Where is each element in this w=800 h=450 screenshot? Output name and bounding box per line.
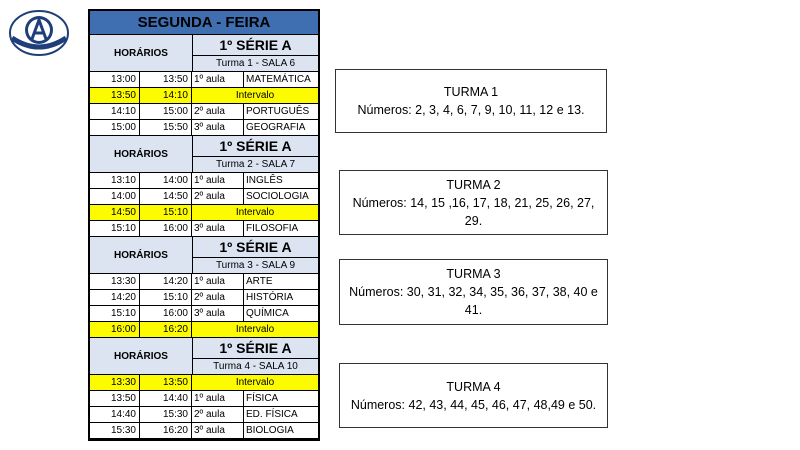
aula-label: 2º aula [192,290,244,305]
sala-label: Turma 3 - SALA 9 [215,260,296,271]
end-time: 13:50 [140,375,192,390]
turma-2-box [339,170,608,235]
turma-4-box [339,363,608,428]
class-block [90,338,318,441]
subject: BIOLOGIA [246,425,294,436]
horarios-label: HORÁRIOS [90,237,193,273]
schedule-table [88,9,320,441]
day-title: SEGUNDA - FEIRA [90,9,318,35]
end-time: 15:30 [140,407,192,422]
start-time: 13:00 [90,72,140,87]
end-time: 14:20 [140,274,192,289]
block-header [90,237,318,274]
end-time: 15:10 [140,290,192,305]
turma-numbers: Números: 42, 43, 44, 45, 46, 47, 48,49 e 50. [350,397,597,412]
table-row [90,173,318,189]
serie-title: 1º SÉRIE A [193,35,318,56]
table-row [90,407,318,423]
end-time: 15:50 [140,120,192,135]
aula-label: 3º aula [192,221,244,236]
end-time: 16:00 [140,306,192,321]
aula-label: 1º aula [192,391,244,406]
table-row [90,391,318,407]
table-row [90,72,318,88]
start-time: 14:10 [90,104,140,119]
serie-title: 1º SÉRIE A [193,136,318,157]
end-time: 16:00 [140,221,192,236]
table-row [90,189,318,205]
interval-label: Intervalo [235,207,275,218]
aula-label: 1º aula [192,72,244,87]
turma-title: TURMA 1 [443,85,499,99]
end-time: 16:20 [140,423,192,438]
start-time: 16:00 [90,322,140,337]
end-time: 16:20 [140,322,192,337]
end-time: 14:10 [140,88,192,103]
subject: GEOGRAFIA [246,122,306,133]
subject: FÍSICA [246,393,279,404]
subject: HISTÓRIA [246,292,294,303]
end-time: 14:40 [140,391,192,406]
turma-numbers: Números: 14, 15 ,16, 17, 18, 21, 25, 26, 27, 29. [352,195,595,228]
start-time: 15:00 [90,120,140,135]
start-time: 13:10 [90,173,140,188]
horarios-label: HORÁRIOS [90,338,193,374]
start-time: 14:50 [90,205,140,220]
interval-label: Intervalo [235,90,275,101]
serie-title: 1º SÉRIE A [193,338,318,359]
interval-label: Intervalo [235,324,275,335]
aula-label: 2º aula [192,104,244,119]
subject: INGLÊS [246,175,283,186]
table-row [90,290,318,306]
aula-label: 2º aula [192,407,244,422]
sala-label: Turma 4 - SALA 10 [213,361,298,372]
serie-title: 1º SÉRIE A [193,237,318,258]
start-time: 13:30 [90,375,140,390]
subject: PORTUGUÊS [246,106,310,117]
interval-row [90,322,318,338]
end-time: 13:50 [140,72,192,87]
sala-label: Turma 2 - SALA 7 [215,159,296,170]
interval-row [90,375,318,391]
school-seal-icon [8,8,70,58]
table-row [90,120,318,136]
table-row [90,274,318,290]
block-header [90,338,318,375]
start-time: 13:30 [90,274,140,289]
turma-numbers: Números: 2, 3, 4, 6, 7, 9, 10, 11, 12 e 13. [357,103,585,117]
block-header [90,35,318,72]
start-time: 15:30 [90,423,140,438]
turma-title: TURMA 2 [446,177,501,192]
sala-label: Turma 1 - SALA 6 [215,58,296,69]
subject: ED. FÍSICA [246,409,298,420]
interval-row [90,205,318,221]
aula-label: 3º aula [192,306,244,321]
aula-label: 1º aula [192,173,244,188]
interval-row [90,88,318,104]
table-row [90,306,318,322]
class-block [90,136,318,237]
horarios-label: HORÁRIOS [90,35,193,71]
aula-label: 1º aula [192,274,244,289]
start-time: 14:20 [90,290,140,305]
turma-title: TURMA 4 [446,379,501,394]
class-block [90,35,318,136]
horarios-label: HORÁRIOS [90,136,193,172]
start-time: 13:50 [90,88,140,103]
start-time: 14:40 [90,407,140,422]
aula-label: 3º aula [192,120,244,135]
subject: QUÍMICA [246,308,289,319]
start-time: 15:10 [90,221,140,236]
table-row [90,104,318,120]
start-time: 13:50 [90,391,140,406]
aula-label: 2º aula [192,189,244,204]
turma-numbers: Números: 30, 31, 32, 34, 35, 36, 37, 38, 40 e 41. [349,285,598,317]
subject: SOCIOLOGIA [246,191,309,202]
end-time: 14:00 [140,173,192,188]
turma-title: TURMA 3 [446,267,501,281]
subject: MATEMÁTICA [246,74,311,85]
table-row [90,221,318,237]
interval-label: Intervalo [235,377,275,388]
end-time: 15:00 [140,104,192,119]
start-time: 14:00 [90,189,140,204]
turma-3-box [339,259,608,325]
end-time: 15:10 [140,205,192,220]
subject: ARTE [246,276,273,287]
block-header [90,136,318,173]
end-time: 14:50 [140,189,192,204]
subject: FILOSOFIA [246,223,299,234]
class-block [90,237,318,338]
table-row [90,423,318,439]
start-time: 15:10 [90,306,140,321]
aula-label: 3º aula [192,423,244,438]
turma-1-box [335,69,607,133]
